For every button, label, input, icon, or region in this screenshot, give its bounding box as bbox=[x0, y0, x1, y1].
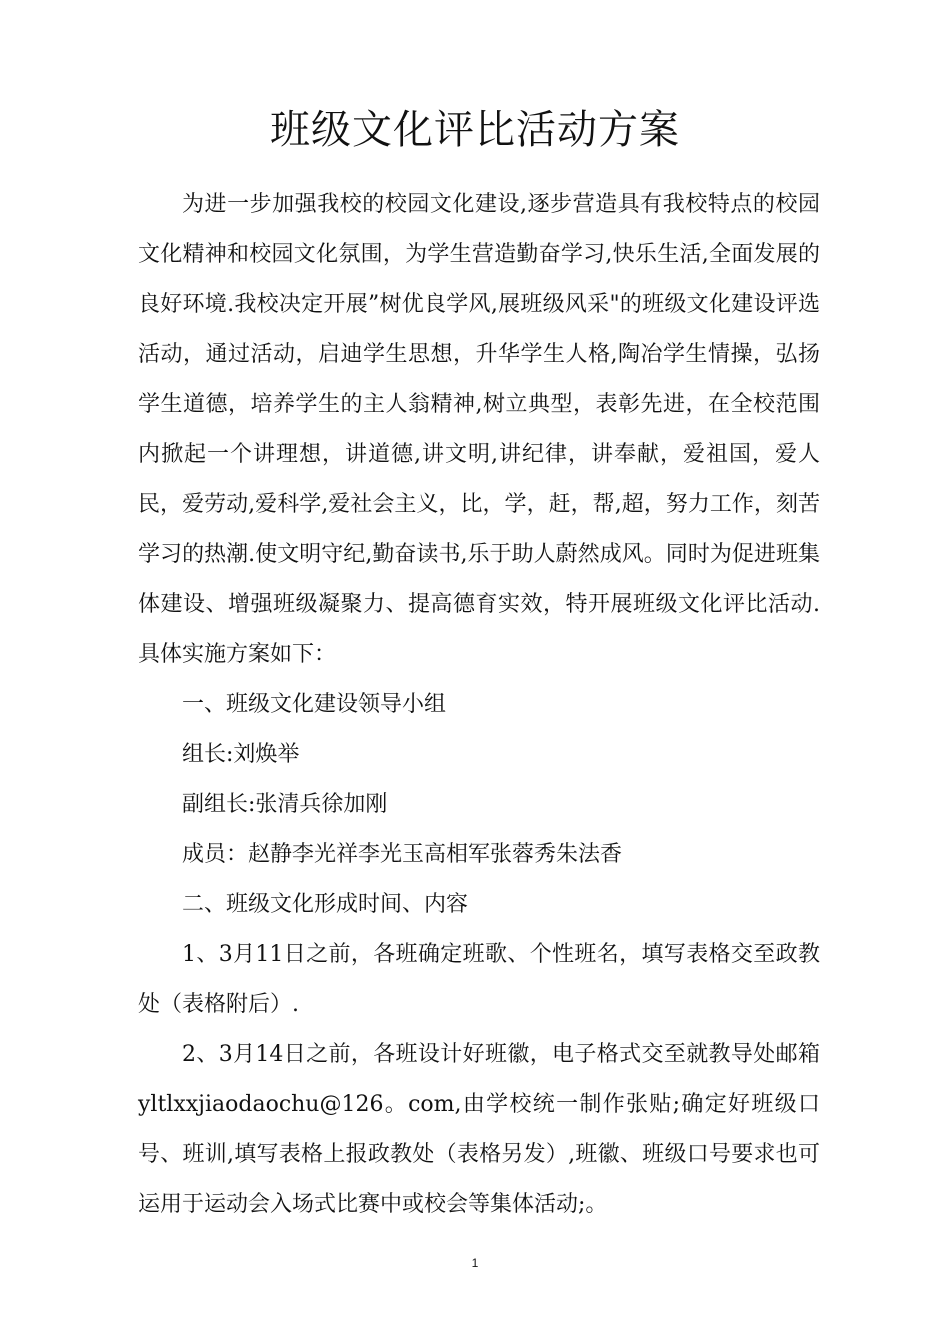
deputy-leader-line: 副组长:张清兵徐加刚 bbox=[182, 792, 388, 817]
members-line: 成员：赵静李光祥李光玉高相军张蓉秀朱法香 bbox=[182, 842, 623, 867]
document-body bbox=[138, 180, 820, 1230]
section-heading-leadership-group: 一、班级文化建设领导小组 bbox=[182, 692, 447, 717]
timeline-item-1: 1、3月11日之前，各班确定班歌、个性班名，填写表格交至政教处（表格附后）. bbox=[138, 942, 820, 1017]
timeline-item-2: 2、3月14日之前，各班设计好班徽，电子格式交至就教导处邮箱yltlxxjiaodaochu@126。com,由学校统一制作张贴;确定好班级口号、班训,填写表格上报政教处（表格另发）,班徽、班级口号要求也可运用于运动会入场式比赛中或校会等集体活动;。 bbox=[138, 1042, 820, 1217]
group-leader-line: 组长:刘焕举 bbox=[182, 742, 300, 767]
page-number: 1 bbox=[471, 1256, 479, 1270]
document-title: 班级文化评比活动方案 bbox=[270, 107, 680, 153]
section-heading-timeline: 二、班级文化形成时间、内容 bbox=[182, 892, 469, 917]
intro-paragraph: 为进一步加强我校的校园文化建设,逐步营造具有我校特点的校园文化精神和校园文化氛围，为学生营造勤奋学习,快乐生活,全面发展的良好环境.我校决定开展”树优良学风,展班级风采"的班级文化建设评选活动，通过活动，启迪学生思想，升华学生人格,陶冶学生情操，弘扬学生道德，培养学生的主人翁精神,树立典型，表彰先进，在全校范围内掀起一个讲理想，讲道德,讲文明,讲纪律，讲奉献，爱祖国，爱人民，爱劳动,爱科学,爱社会主义，比，学，赶，帮,超，努力工作，刻苦学习的热潮.使文明守纪,勤奋读书,乐于助人蔚然成风。同时为促进班集体建设、增强班级凝聚力、提高德育实效，特开展班级文化评比活动.具体实施方案如下： bbox=[138, 192, 820, 667]
